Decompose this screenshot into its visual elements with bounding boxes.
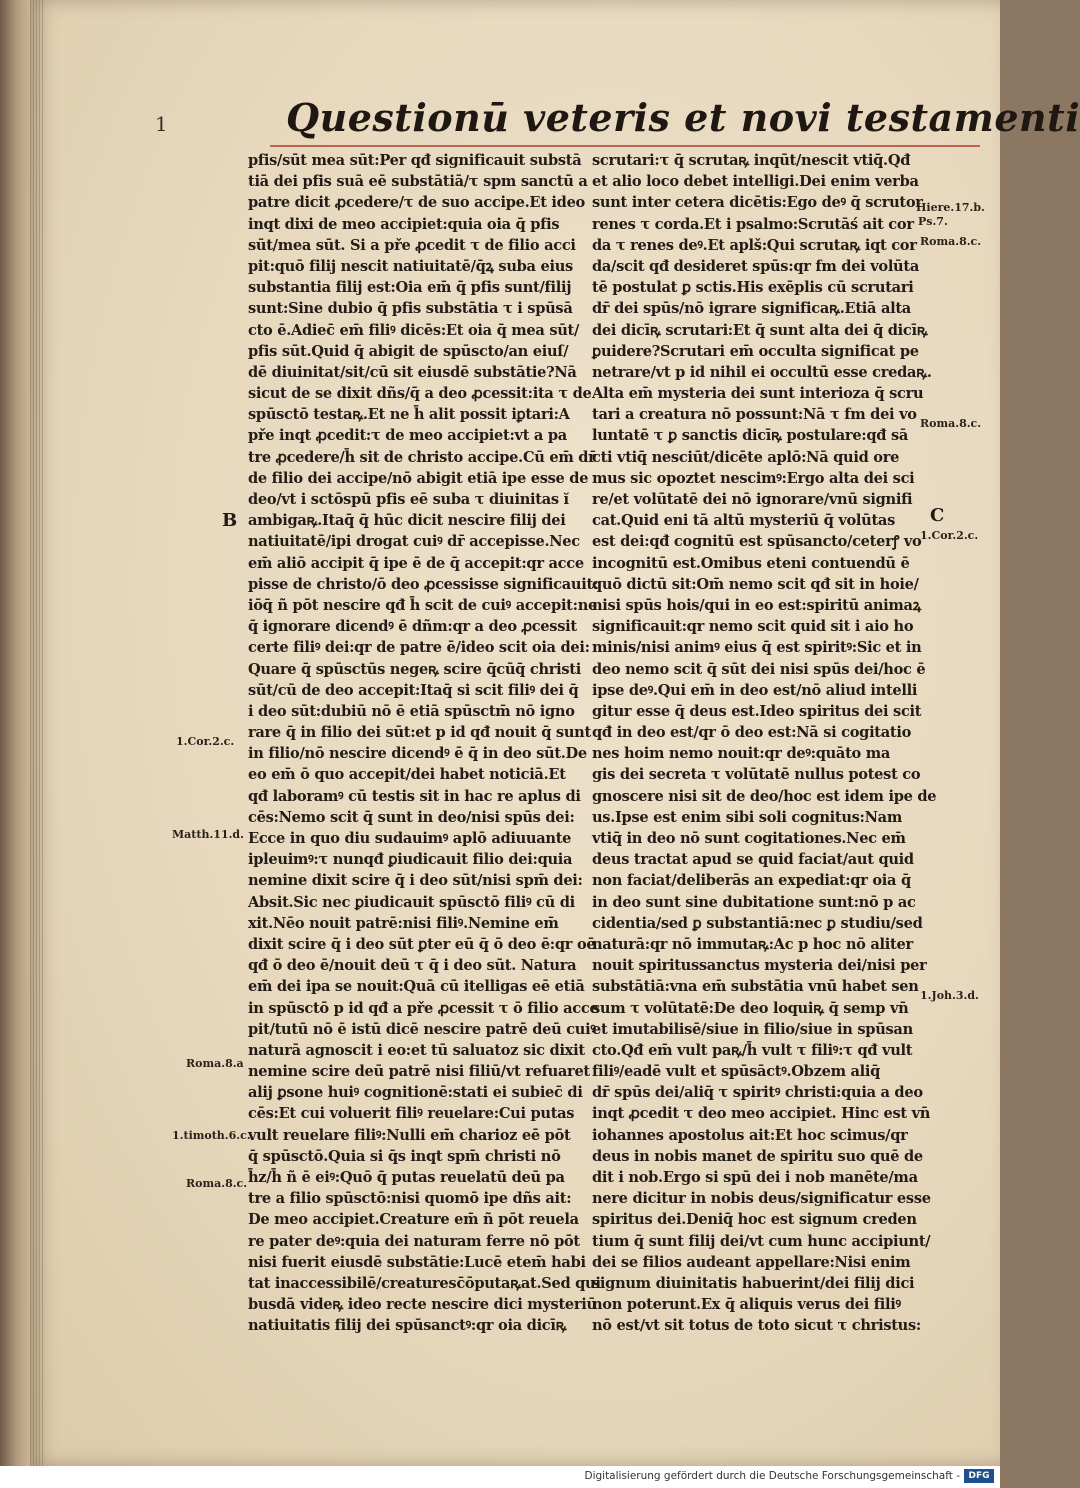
text-line: Absit.Sic nec ꝑiudicauit spūsctō filiꝰ cū di xyxy=(248,893,575,911)
text-line: tium q̄ sunt filij dei/vt cum hunc accipiunt/ xyxy=(592,1232,931,1250)
text-line: nere dicitur in nobis deus/significatur esse xyxy=(592,1190,931,1208)
text-line: iohannes apostolus ait:Et hoc scimus/qr xyxy=(592,1126,908,1144)
text-line: in deo sunt sine dubitatione sunt:nō p ac xyxy=(592,893,916,911)
text-line: patre dicit ꝓcedere/τ de suo accipe.Et ideo xyxy=(248,194,585,212)
text-line: alij ꝑsone huiꝰ cognitionē:stati ei subiec̄ di xyxy=(248,1084,583,1102)
text-line: spūsctō testaꝶ.Et ne h̄ alit possit iꝑtari:A xyxy=(248,406,570,424)
running-head: Questionū veteris et novi testamenti xyxy=(286,95,1080,140)
text-line: dei se filios audeant appellare:Nisi enim xyxy=(592,1253,911,1271)
text-line: nisi spūs hois/qui in eo est:spiritū animaꝝ xyxy=(592,596,921,614)
text-line: natiuitatē/ipi drogat cuiꝰ dr̄ accepisse.Nec xyxy=(248,533,580,551)
text-line: significauit:qr nemo scit quid sit i aio ho xyxy=(592,618,914,636)
text-line: inqt dixi de meo accipiet:quia oia q̄ pfis xyxy=(248,215,560,233)
text-line: qđ ō deo ē/nouit deū τ q̄ i deo sūt. Natura xyxy=(248,957,577,975)
text-line: q̄ spūsctō.Quia si q̄s inqt spm̄ christi nō xyxy=(248,1147,561,1165)
text-line: ipleuimꝰ:τ nunqđ ꝑiudicauit filio dei:quia xyxy=(248,851,573,869)
text-line: pit/tutū nō ē istū dicē nescire patrē deū cuiꝰ xyxy=(248,1020,596,1038)
text-line: naturā agnoscit i eo:et tū saluatoz sic dixit xyxy=(248,1041,585,1059)
text-line: qđ laboramꝰ cū testis sit in hac re aplus di xyxy=(248,787,581,805)
text-line: Quare q̄ spūsctūs negeꝶ scire q̄cūq̄ christi xyxy=(248,660,581,678)
text-line: ambigaꝶ.Itaq̄ q̄ hūc dicit nescire filij dei xyxy=(248,512,566,530)
text-line: natiuitatis filij dei spūsanctꝰ:qr oia dicīꝶ xyxy=(248,1317,567,1335)
text-line: rare q̄ in filio dei sūt:et p id qđ nouit q̄ sunt xyxy=(248,724,591,742)
text-line: us.Ipse est enim sibi soli cognitus:Nam xyxy=(592,808,902,826)
text-line: qđ in deo est/qr ō deo est:Nā si cogitatio xyxy=(592,724,912,742)
text-line: sunt inter cetera dicētis:Ego deꝰ q̄ scrutor xyxy=(592,194,923,212)
text-line: et alio loco debet intelligi.Dei enim verba xyxy=(592,173,919,191)
dfg-logo: DFG xyxy=(964,1469,994,1483)
text-line: pfis sūt.Quid q̄ abigit de spūscto/an eiuſ/ xyxy=(248,342,569,360)
text-line: quō dictū sit:Om̄ nemo scit qđ sit in hoie/ xyxy=(592,575,919,593)
text-line: da/scit qđ desideret spūs:qr fm dei volūta xyxy=(592,257,919,275)
text-line: scrutari:τ q̄ scrutaꝶ inqūt/nescit vtiq̄.Qđ xyxy=(592,152,911,169)
text-line: em̄ dei ipa se nouit:Quā cū itelligas eē etiā xyxy=(248,978,585,996)
text-line: incognitū est.Omibus eteni contuendū ē xyxy=(592,554,910,572)
text-line: nemine dixit scire q̄ i deo sūt/nisi spm̄ dei: xyxy=(248,872,583,890)
margin-note: 1.timoth.6.c. xyxy=(172,1129,251,1142)
text-line: dr̄ spūs dei/aliq̄ τ spiritꝰ christi:quia a deo xyxy=(592,1084,923,1102)
text-line: dē diuinitat/sit/cū sit eiusdē substātie?Nā xyxy=(248,363,577,381)
head-rule xyxy=(270,145,980,147)
text-line: nisi fuerit eiusdē substātie:Lucē etem̄ habi xyxy=(248,1253,586,1271)
text-line: pfis/sūt mea sūt:Per qđ significauit substā xyxy=(248,152,582,169)
text-line: nō est/vt sit totus de toto sicut τ christus: xyxy=(592,1317,921,1335)
text-line: vtiq̄ in deo nō sunt cogitationes.Nec em̄ xyxy=(592,830,906,847)
text-line: dixit scire q̄ i deo sūt ꝑter eū q̄ ō deo ē:qr oē xyxy=(248,935,596,953)
text-line: dr̄ dei spūs/nō igrare significaꝶ.Etiā alta xyxy=(592,300,911,318)
text-line: renes τ corda.Et i psalmo:Scrutāś ait cor xyxy=(592,215,914,233)
text-line: Ecce in quo diu sudauimꝰ aplō adiuuante xyxy=(248,830,572,847)
text-line: sicut de se dixit dñs/q̄ a deo ꝓcessit:ita τ de xyxy=(248,385,592,403)
text-line: i deo sūt:dubiū nō ē etiā spūsctm̄ nō igno xyxy=(248,702,575,720)
text-line: iōq̄ ñ pōt nescire qđ h̄ scit de cuiꝰ accepit:ne xyxy=(248,596,598,614)
text-line: cidentia/sed ꝑ substantiā:nec ꝑ studiu/sed xyxy=(592,914,923,932)
text-line: tē postulat ꝑ sctis.His exēplis cū scrutari xyxy=(592,279,914,297)
margin-note: Roma.8.c. xyxy=(920,417,982,430)
text-line: cēs:Et cui voluerit filiꝰ reuelare:Cui putas xyxy=(248,1105,575,1123)
margin-note: 1.Cor.2.c. xyxy=(920,529,979,542)
text-line: deo/vt i sctōspū pfis eē suba τ diuinitas ĭ xyxy=(248,491,569,508)
text-line: cti vtiq̄ nesciūt/dicēte aplō:Nā quid ore xyxy=(592,448,900,466)
text-line: ꝑuidere?Scrutari em̄ occulta significat pe xyxy=(592,342,919,360)
text-line: mus sic opoztet nescimꝰ:Ergo alta dei sci xyxy=(592,469,915,487)
text-line: spiritus dei.Deniq̄ hoc est signum creden xyxy=(592,1211,917,1229)
text-line: substantia filij est:Oia em̄ q̄ pfis sunt/filij xyxy=(248,279,572,297)
section-letter-c: C xyxy=(930,505,945,526)
margin-note: Hiere.17.b. xyxy=(916,201,985,214)
text-line: gis dei secreta τ volūtatē nullus potest co xyxy=(592,766,921,784)
margin-note: Roma.8.c. xyxy=(186,1177,248,1190)
text-line: gnoscere nisi sit de deo/hoc est idem ipe de xyxy=(592,787,937,805)
text-line: sūt/cū de deo accepit:Itaq̄ si scit filiꝰ dei q̄ xyxy=(248,681,579,699)
text-line: naturā:qr nō immutaꝶ:Ac p hoc nō aliter xyxy=(592,935,913,953)
text-line: xit.Nēo nouit patrē:nisi filiꝰ.Nemine em̄ xyxy=(248,914,559,932)
text-line: substātiā:vna em̄ substātia vnū habet sen xyxy=(592,978,919,996)
text-line: Alta em̄ mysteria dei sunt interioza q̄ scru xyxy=(592,385,924,403)
margin-note: Ps.7. xyxy=(918,215,948,228)
text-line: dei dicīꝶ scrutari:Et q̄ sunt alta dei q̄ dicīꝶ xyxy=(592,321,928,339)
text-line: de filio dei accipe/nō abigit etiā ipe esse de xyxy=(248,469,589,487)
text-line: dit i nob.Ergo si spū dei i nob manēte/ma xyxy=(592,1169,918,1186)
text-line: inqt ꝓcedit τ deo meo accipiet. Hinc est vn̄ xyxy=(592,1105,931,1123)
text-line: deo nemo scit q̄ sūt dei nisi spūs dei/hoc ē xyxy=(592,660,926,678)
text-line: pit:quō filij nescit natiuitatē/q̄ꝝ suba eius xyxy=(248,257,573,275)
text-line: sum τ volūtatē:De deo loquiꝶ q̄ semp vn̄ xyxy=(592,999,909,1017)
margin-note: 1.Cor.2.c. xyxy=(176,735,235,748)
text-line: vult reuelare filiꝰ:Nulli em̄ charioz eē pōt xyxy=(248,1126,571,1144)
text-line: filiꝰ/eadē vult et spūsāctꝰ.Obzem aliq̄ xyxy=(592,1063,881,1081)
text-line: tat inaccessibilē/creaturesc̄ōputaꝶat.Sed qui xyxy=(248,1274,601,1292)
text-line: da τ renes deꝰ.Et aplš:Qui scrutaꝶ iqt cor xyxy=(592,236,917,254)
text-line: eo em̄ ō quo accepit/dei habet noticiā.Et xyxy=(248,766,566,784)
text-line: sūt/mea sūt. Si a pře ꝓcedit τ de filio acci xyxy=(248,236,576,254)
text-line: nouit spiritussanctus mysteria dei/nisi per xyxy=(592,957,927,975)
text-line: netrare/vt p id nihil ei occultū esse credaꝶ. xyxy=(592,363,932,381)
text-line: signum diuinitatis habuerint/dei filij dici xyxy=(592,1274,915,1292)
text-line: sunt:Sine dubio q̄ pfis substātia τ i spūsā xyxy=(248,300,573,318)
text-line: minis/nisi animꝰ eius q̄ est spiritꝰ:Sic et in xyxy=(592,639,922,657)
text-line: pisse de christo/ō deo ꝓcessisse significauit: xyxy=(248,575,598,593)
text-line: em̄ aliō accipit q̄ ipe ē de q̄ accepit:qr acce xyxy=(248,554,584,572)
text-line: q̄ ignorare dicendꝰ ē dñm:qr a deo ꝓcessit xyxy=(248,618,577,636)
text-line: tre ꝓcedere/h̄ sit de christo accipe.Cū em̄ dr̄ xyxy=(248,448,596,466)
text-line: tiā dei pfis suā eē substātiā/τ spm sanctū a xyxy=(248,173,588,191)
text-line: tre a filio spūsctō:nisi quomō ipe dñs ait: xyxy=(248,1190,572,1208)
margin-note: Roma.8.c. xyxy=(920,235,982,248)
text-line: re/et volūtatē dei nō ignorare/vnū signifi xyxy=(592,491,913,508)
text-line: cat.Quid eni tā altū mysteriū q̄ volūtas xyxy=(592,512,895,530)
margin-note: Matth.11.d. xyxy=(172,828,244,841)
text-line: tari a creatura nō possunt:Nā τ fm dei vo xyxy=(592,406,917,424)
text-line: certe filiꝰ dei:qr de patre ē/ideo scit oia dei: xyxy=(248,639,590,657)
text-line: et imutabilisē/siue in filio/siue in spūsan xyxy=(592,1020,913,1038)
text-line: pře inqt ꝓcedit:τ de meo accipiet:vt a pa xyxy=(248,427,567,445)
text-line: busdā videꝶ ideo recte nescire dici mysteriū xyxy=(248,1296,597,1314)
text-line: in spūsctō p id qđ a pře ꝓcessit τ ō filio acce xyxy=(248,999,599,1017)
text-line: non poterunt.Ex q̄ aliquis verus dei filiꝰ xyxy=(592,1296,901,1314)
section-letter-b: B xyxy=(222,510,238,531)
text-line: cēs:Nemo scit q̄ sunt in deo/nisi spūs dei: xyxy=(248,808,575,826)
text-line: ipse deꝰ.Qui em̄ in deo est/nō aliud intelli xyxy=(592,681,918,699)
text-line: h̄z/h̄ ñ ē eiꝰ:Quō q̄ putas reuelatū deū pa xyxy=(248,1169,565,1186)
text-line: nemine scire deū patrē nisi filiū/vt refuaret xyxy=(248,1063,590,1081)
text-line: cto.Qđ em̄ vult paꝶ/h̄ vult τ filiꝰ:τ qđ vult xyxy=(592,1041,913,1059)
text-line: De meo accipiet.Creature em̄ ñ pōt reuela xyxy=(248,1211,579,1229)
page-leaf-lines xyxy=(30,0,44,1466)
text-line: re pater deꝰ:quia dei naturam ferre nō pōt xyxy=(248,1232,580,1250)
left-text-column xyxy=(248,150,601,1337)
footer-credit: Digitalisierung gefördert durch die Deutsche Forschungsgemeinschaft - xyxy=(584,1470,960,1482)
text-line: in filio/nō nescire dicendꝰ ē q̄ in deo sūt.De xyxy=(248,745,587,763)
margin-note: Roma.8.a xyxy=(186,1057,244,1070)
text-line: nes hoim nemo nouit:qr deꝰ:quāto ma xyxy=(592,745,891,763)
text-line: non faciat/deliberās an expediat:qr oia q̄ xyxy=(592,872,911,890)
text-line: cto ē.Adiec̄ em̄ filiꝰ dicēs:Et oia q̄ mea sūt/ xyxy=(248,321,580,339)
text-line: luntatē τ ꝑ sanctis dicīꝶ postulare:qđ sā xyxy=(592,427,909,445)
folio-mark: 1 xyxy=(155,112,168,136)
text-line: gitur esse q̄ deus est.Ideo spiritus dei scit xyxy=(592,702,922,720)
margin-note: 1.Joh.3.d. xyxy=(920,989,979,1002)
text-line: est dei:qđ cognitū est spūsancto/ceterꝭ vo xyxy=(592,533,922,551)
text-line: deus in nobis manet de spiritu suo quē de xyxy=(592,1147,923,1165)
text-line: deus tractat apud se quid faciat/aut quid xyxy=(592,851,914,869)
